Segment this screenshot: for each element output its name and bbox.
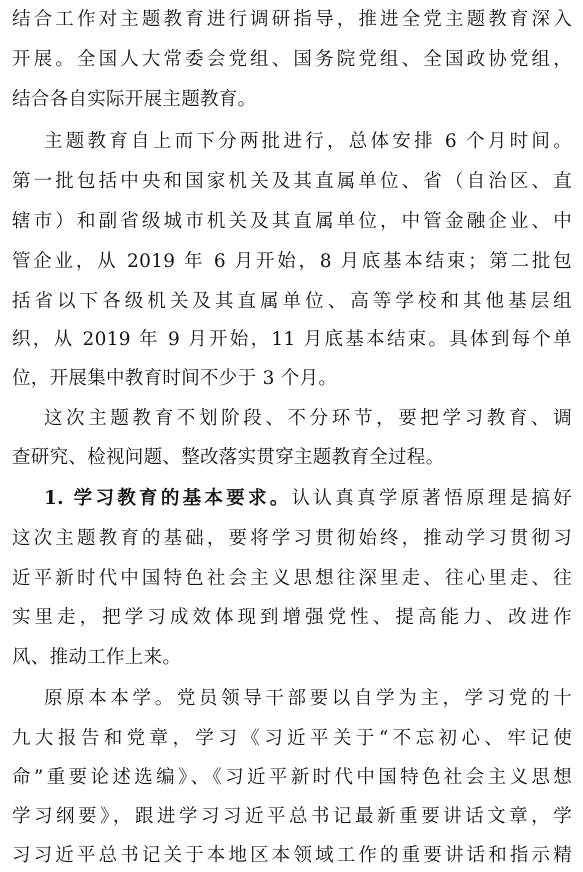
- text-line: 近平新时代中国特色社会主义思想往深里走、往心里走、往: [12, 568, 572, 589]
- text-line: 位，开展集中教育时间不少于 3 个月。: [12, 368, 338, 389]
- text-line: 这次主题教育的基础，要将学习贯彻始终，推动学习贯彻习: [12, 528, 572, 549]
- paragraph-first-line: 这次主题教育不划阶段、不分环节，要把学习教育、调: [44, 408, 572, 429]
- paragraph-first-line: 主题教育自上而下分两批进行，总体安排 6 个月时间。: [44, 131, 572, 152]
- text-line: 学习纲要》，跟进学习习近平总书记最新重要讲话文章，学: [12, 806, 572, 827]
- text-line: 开展。全国人大常委会党组、国务院党组、全国政协党组，: [12, 49, 572, 70]
- section-heading-line: [44, 483, 572, 515]
- section-heading: 1. 学习教育的基本要求。: [44, 488, 292, 509]
- text-line: 九大报告和党章，学习《习近平关于“不忘初心、牢记使: [12, 728, 572, 749]
- text-line: 查研究、检视问题、整改落实贯穿主题教育全过程。: [12, 447, 445, 468]
- text-line: 辖市）和副省级城市机关及其直属单位，中管金融企业、中: [12, 211, 572, 232]
- text-line: 实里走，把学习成效体现到增强党性、提高能力、改进作: [12, 607, 572, 628]
- text-line: 织，从 2019 年 9 月开始，11 月底基本结束。具体到每个单: [12, 329, 572, 350]
- text-line: 第一批包括中央和国家机关及其直属单位、省（自治区、直: [12, 171, 572, 192]
- paragraph-first-line: 原原本本学。党员领导干部要以自学为主，学习党的十: [44, 688, 572, 709]
- text-line: 结合工作对主题教育进行调研指导，推进全党主题教育深入: [12, 9, 572, 30]
- text-line: 括省以下各级机关及其直属单位、高等学校和其他基层组: [12, 291, 572, 312]
- text-line: 管企业，从 2019 年 6 月开始，8 月底基本结束；第二批包: [12, 251, 572, 272]
- text-line: 风、推动工作上来。: [12, 647, 182, 668]
- heading-continuation: 认认真真学原著悟原理是搞好: [291, 488, 572, 509]
- text-line: 习习近平总书记关于本地区本领域工作的重要讲话和指示精: [12, 845, 572, 866]
- text-line: 结合各自实际开展主题教育。: [12, 89, 257, 110]
- text-line: 命”重要论述选编》、《习近平新时代中国特色社会主义思想: [12, 767, 572, 788]
